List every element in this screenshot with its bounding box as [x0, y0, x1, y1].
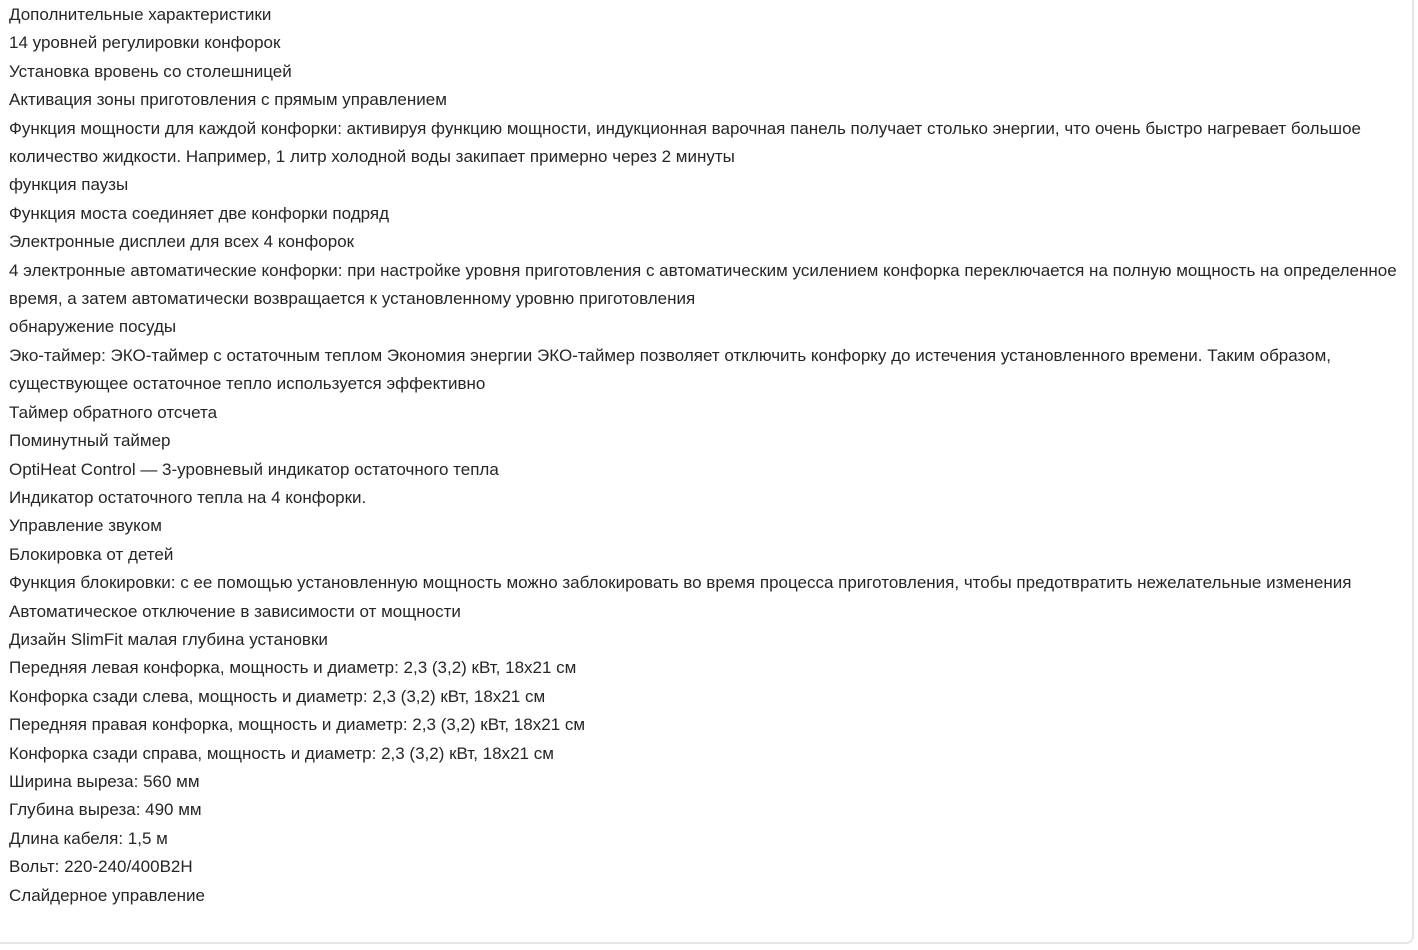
list-item: 4 электронные автоматические конфорки: при настройке уровня приготовления с автоматическим усилением конфорка переключается на полную мощность на определенное время, а затем автоматически возвращается к установленному уровню приготовления — [9, 260, 1397, 309]
features-list — [9, 1, 1413, 910]
list-item: функция паузы — [9, 175, 129, 195]
list-item: Дизайн SlimFit малая глубина установки — [9, 629, 328, 649]
list-item: Слайдерное управление — [9, 885, 205, 905]
list-item: Вольт: 220-240/400В2Н — [9, 857, 193, 877]
list-item: Электронные дисплеи для всех 4 конфорок — [9, 232, 355, 252]
list-item: Ширина выреза: 560 мм — [9, 771, 200, 791]
list-item: 14 уровней регулировки конфорок — [9, 33, 281, 53]
list-item: Передняя правая конфорка, мощность и диаметр: 2,3 (3,2) кВт, 18x21 см — [9, 715, 586, 735]
list-item: Поминутный таймер — [9, 431, 171, 451]
list-item: Глубина выреза: 490 мм — [9, 800, 202, 820]
list-item: Дополнительные характеристики — [9, 5, 272, 24]
list-item: Длина кабеля: 1,5 м — [9, 828, 168, 848]
list-item: Конфорка сзади справа, мощность и диаметр: 2,3 (3,2) кВт, 18x21 см — [9, 743, 554, 763]
list-item: Функция моста соединяет две конфорки подряд — [9, 203, 390, 223]
list-item: Индикатор остаточного тепла на 4 конфорки. — [9, 487, 367, 507]
list-item: Конфорка сзади слева, мощность и диаметр: 2,3 (3,2) кВт, 18x21 см — [9, 686, 546, 706]
list-item: Активация зоны приготовления с прямым управлением — [9, 90, 447, 110]
list-item: обнаружение посуды — [9, 317, 177, 337]
list-item: Эко-таймер: ЭКО-таймер с остаточным теплом Экономия энергии ЭКО-таймер позволяет отключить конфорку до истечения установленного времени. Таким образом, существующее остаточное тепло используется эффективно — [9, 345, 1331, 394]
list-item: Управление звуком — [9, 516, 162, 536]
list-item: OptiHeat Control — 3-уровневый индикатор остаточного тепла — [9, 459, 499, 479]
list-item: Таймер обратного отсчета — [9, 402, 218, 422]
list-item: Блокировка от детей — [9, 544, 174, 564]
list-item: Функция мощности для каждой конфорки: активируя функцию мощности, индукционная варочная панель получает столько энергии, что очень быстро нагревает большое количество жидкости. Например, 1 литр холодной воды закипает примерно через 2 минуты — [9, 118, 1361, 167]
list-item: Автоматическое отключение в зависимости от мощности — [9, 601, 461, 621]
list-item: Установка вровень со столешницей — [9, 61, 292, 81]
list-item: Передняя левая конфорка, мощность и диаметр: 2,3 (3,2) кВт, 18x21 см — [9, 658, 577, 678]
list-item: Функция блокировки: с ее помощью установленную мощность можно заблокировать во время процесса приготовления, чтобы предотвратить нежелательные изменения — [9, 573, 1352, 593]
